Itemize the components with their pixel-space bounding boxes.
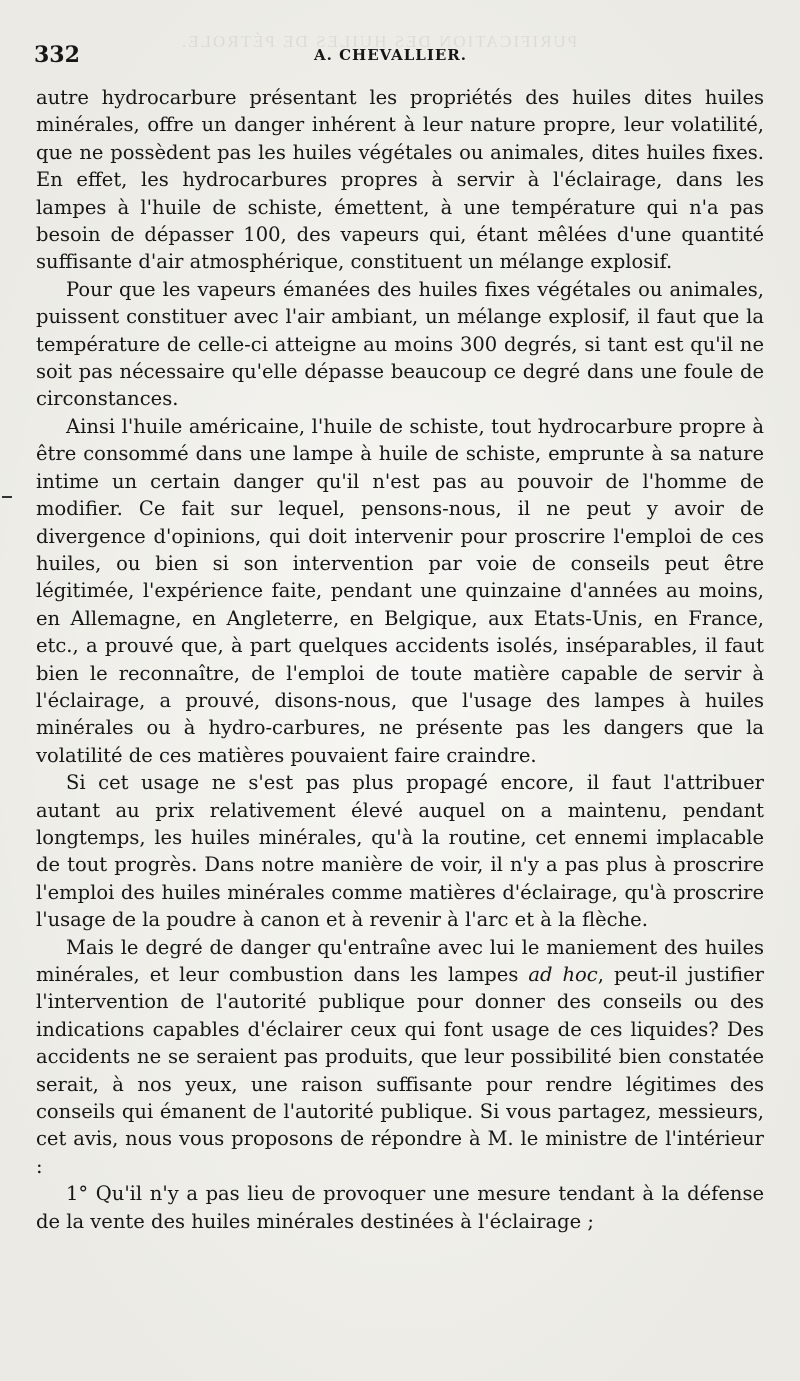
paragraph-5-italic: ad hoc bbox=[528, 963, 598, 986]
paragraph-2: Pour que les vapeurs émanées des huiles fixes végétales ou animales, puissent constituer avec l'air ambiant, un mélange explosif, il faut que la température de celle-ci atteigne au moins 300 degrés, si tant est qu'il ne soit pas nécessaire qu'elle dépasse beaucoup ce degré dans une foule de circonstances. bbox=[36, 277, 764, 411]
paragraph-5-before: Mais le degré de danger qu'entraîne avec lui le maniement des huiles minérales, et leur combustion dans les lampes bbox=[36, 935, 764, 986]
page-header bbox=[34, 42, 774, 76]
paragraph-3: Ainsi l'huile américaine, l'huile de schiste, tout hydrocarbure propre à être consommé dans une lampe à huile de schiste, emprunte à sa nature intime un certain danger qu'il n'est pas au pouvoir de l'homme de modifier. Ce fait sur lequel, pensons-nous, il ne peut y avoir de divergence d'opinions, qui doit intervenir pour proscrire l'emploi de ces huiles, ou bien si son intervention par voie de conseils peut être légitimée, l'expérience faite, pendant une quinzaine d'années au moins, en Allemagne, en Angleterre, en Belgique, aux Etats-Unis, en France, etc., a prouvé que, à part quelques accidents isolés, inséparables, il faut bien le reconnaître, de l'emploi de toute matière capable de servir à l'éclairage, a prouvé, disons-nous, que l'usage des lampes à huiles minérales ou à hydro-carbures, ne présente pas les dangers que la volatilité de ces matières pouvaient faire craindre. bbox=[36, 414, 764, 767]
paragraph-6: 1° Qu'il n'y a pas lieu de provoquer une mesure tendant à la défense de la vente des huiles minérales destinées à l'éclairage ; bbox=[36, 1182, 764, 1233]
paragraph-4: Si cet usage ne s'est pas plus propagé encore, il faut l'attribuer autant au prix relativement élevé auquel on a maintenu, pendant longtemps, les huiles minérales, qu'à la routine, cet ennemi implacable de tout progrès. Dans notre manière de voir, il n'y a pas plus à proscrire l'emploi des huiles minérales comme matières d'éclairage, qu'à proscrire l'usage de la poudre à canon et à revenir à l'arc et à la flèche. bbox=[36, 771, 764, 932]
running-head: A. CHEVALLIER. bbox=[314, 46, 467, 64]
margin-mark bbox=[2, 496, 12, 498]
paragraph-1: autre hydrocarbure présentant les propriétés des huiles dites huiles minérales, offre un danger inhérent à leur nature propre, leur volatilité, que ne possèdent pas les huiles végétales ou animales, dites huiles fixes. En effet, les hydrocarbures propres à servir à l'éclairage, dans les lampes à l'huile de schiste, émettent, à une température qui n'a pas besoin de dépasser 100, des vapeurs qui, étant mêlées d'une quantité suffisante d'air atmosphérique, constituent un mélange explosif. bbox=[36, 86, 764, 274]
body-text bbox=[36, 84, 764, 1235]
bleed-through-text: PURIFICATION DES HUILES DE PÉTROLE. bbox=[180, 32, 578, 51]
page-number: 332 bbox=[34, 42, 80, 68]
paragraph-5 bbox=[36, 934, 764, 1181]
paragraph-5-after: , peut-il justifier l'intervention de l'autorité publique pour donner des conseils ou des indications capables d'éclairer ceux qui font usage de ces liquides? Des accidents ne se seraient pas produits, que leur possibilité bien constatée serait, à nos yeux, une raison suffisante pour rendre légitimes des conseils qui émanent de l'autorité publique. Si vous partagez, messieurs, cet avis, nous vous proposons de répondre à M. le ministre de l'intérieur : bbox=[36, 963, 764, 1178]
